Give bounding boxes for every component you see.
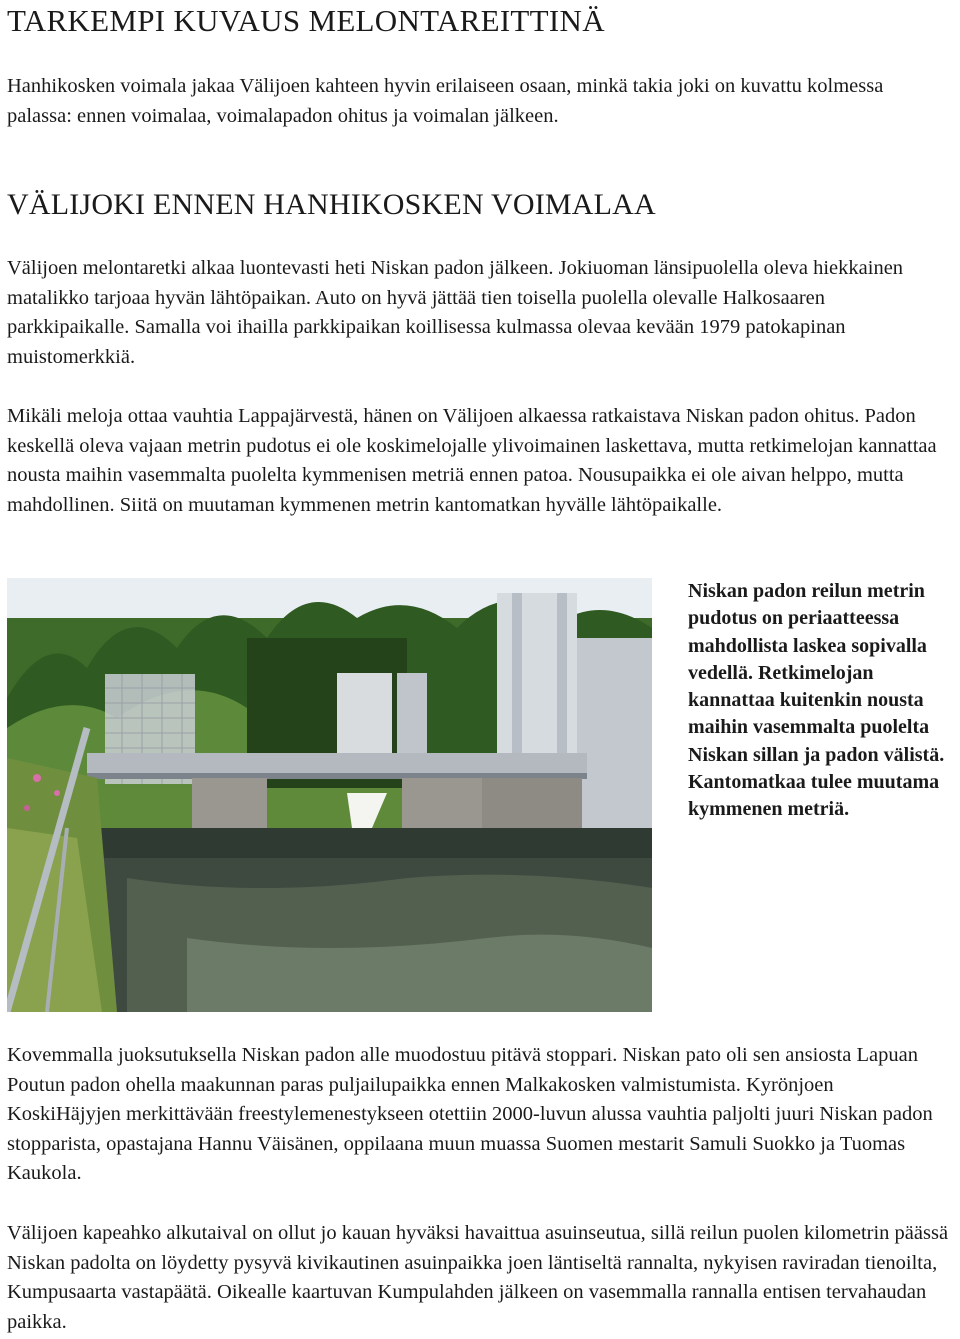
intro-paragraph: Hanhikosken voimala jakaa Välijoen kahteen hyvin erilaiseen osaan, minkä takia joki on kuvattu kolmessa palassa: ennen voimalaa, voimalapadon ohitus ja voimalan jälkeen.: [7, 75, 884, 127]
dam-photo: [7, 578, 652, 1012]
paragraph: Välijoen kapeahko alkutaival on ollut jo kauan hyväksi havaittua asuinseutua, sillä reilun puolen kilometrin päässä Niskan padolta on löydetty pysyvä kivikautinen asuinpaikka joen läntiseltä rannalta, nykyisen raviradan tienoilta, Kumpusaarta vastapäätä. Oikealle kaartuvan Kumpulahden jälkeen on vasemmalla rannalla entisen tervahaudan paikka.: [7, 1222, 949, 1333]
paragraph: Kovemmalla juoksutuksella Niskan padon alle muodostuu pitävä stoppari. Niskan pato oli sen ansiosta Lapuan Poutun padon ohella maakunnan paras puljailupaikka ennen Malkakosken valmistumista. Kyrönjoen KoskiHäjyjen merkittävään freestylemenestykseen otettiin 2000-luvun alussa vauhtia paljolti juuri Niskan padon stopparista, opastajana Hannu Väisänen, oppilaana muun muassa Suomen mestarit Samuli Suokko ja Tuomas Kaukola.: [7, 1044, 933, 1184]
section-heading: VÄLIJOKI ENNEN HANHIKOSKEN VOIMALAA: [7, 188, 656, 221]
paragraph: Mikäli meloja ottaa vauhtia Lappajärvestä, hänen on Välijoen alkaessa ratkaistava Niskan padon ohitus. Padon keskellä oleva vajaan metrin pudotus ei ole koskimelojalle ylivoimainen laskettava, mutta retkimelojan kannattaa nousta maihin vasemmalta puolelta kymmenisen metriä ennen patoa. Nousupaikka ei ole aivan helppo, mutta mahdollinen. Siitä on muutaman kymmenen metrin kantomatkan hyvälle lähtöpaikalle.: [7, 405, 937, 516]
page-title: TARKEMPI KUVAUS MELONTAREITTINÄ: [7, 3, 605, 38]
paragraph: Välijoen melontaretki alkaa luontevasti heti Niskan padon jälkeen. Jokiuoman länsipuolella oleva hiekkainen matalikko tarjoaa hyvän lähtöpaikan. Auto on hyvä jättää tien toisella puolella olevalle Halkosaaren parkkipaikalle. Samalla voi ihailla parkkipaikan koillisessa kulmassa olevaa kevään 1979 patokapinan muistomerkkiä.: [7, 257, 904, 368]
photo-caption: Niskan padon reilun metrin pudotus on periaatteessa mahdollista laskea sopivalla vedellä. Retkimelojan kannattaa kuitenkin nousta maihin vasemmalta puolelta Niskan sillan ja padon välistä. Kantomatkaa tulee muutama kymmenen metriä.: [688, 580, 945, 821]
